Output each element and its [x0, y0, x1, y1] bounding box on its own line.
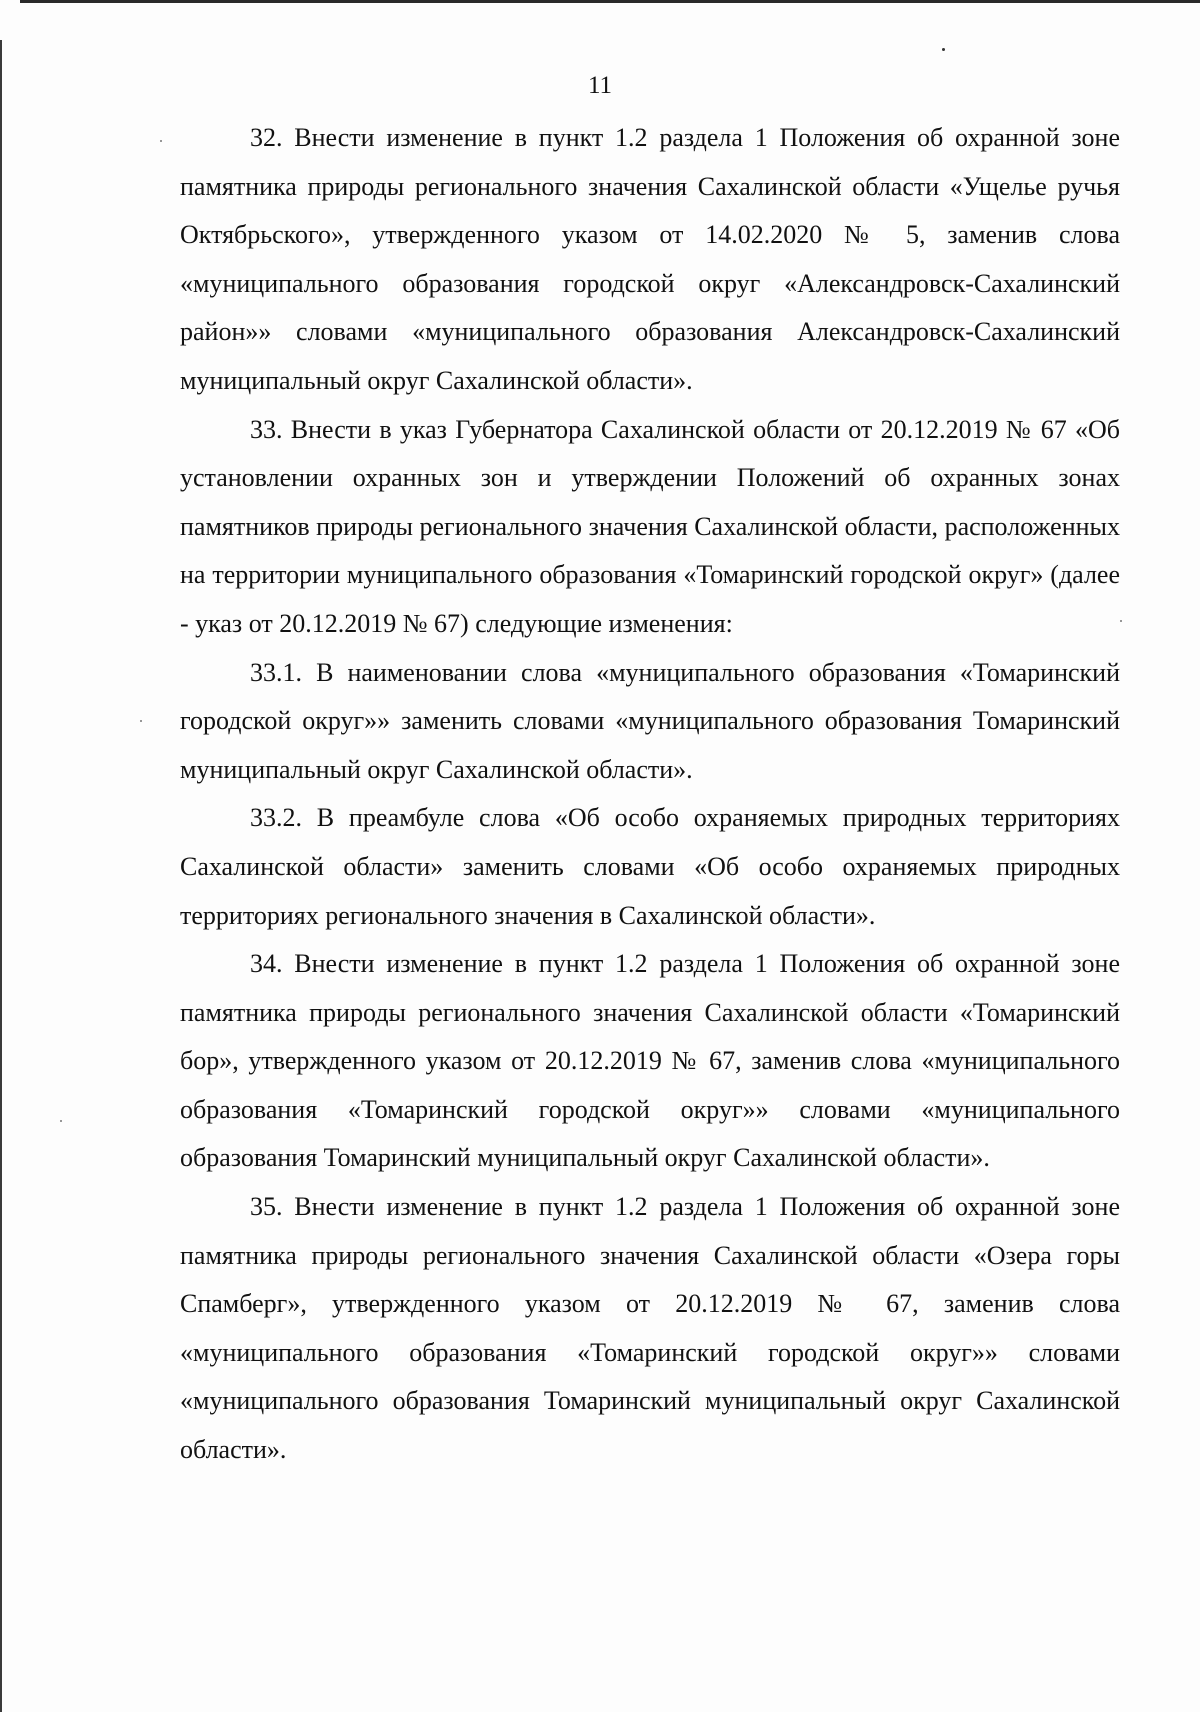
scan-speck	[160, 140, 162, 142]
scan-speck	[140, 720, 142, 722]
document-body	[180, 114, 1120, 1475]
scan-speck	[942, 48, 945, 51]
paragraph-33-1: 33.1. В наименовании слова «муниципального образования «Томаринский городской округ»» заменить словами «муниципального образования Томаринский муниципальный округ Сахалинской области».	[180, 657, 1120, 784]
paragraph-35: 35. Внести изменение в пункт 1.2 раздела 1 Положения об охранной зоне памятника природы регионального значения Сахалинской области «Озера горы Спамберг», утвержденного указом от 20.12.2019 № 67, заменив слова «муниципального образования «Томаринский городской округ»» словами «муниципального образования Томаринский муниципальный округ Сахалинской области».	[180, 1192, 1120, 1465]
paragraph-32: 32. Внести изменение в пункт 1.2 раздела 1 Положения об охранной зоне памятника природы регионального значения Сахалинской области «Ущелье ручья Октябрьского», утвержденного указом от 14.02.2020 № 5, заменив слова «муниципального образования городской округ «Александровск-Сахалинский район»» словами «муниципального образования Александровск-Сахалинский муниципальный округ Сахалинской области».	[180, 123, 1120, 395]
scan-speck	[60, 1120, 62, 1122]
scan-top-edge	[20, 0, 1200, 3]
paragraph-33-2: 33.2. В преамбуле слова «Об особо охраняемых природных территориях Сахалинской области» заменить словами «Об особо охраняемых природных территориях регионального значения в Сахалинской области».	[180, 803, 1120, 930]
scan-left-edge	[0, 40, 2, 1712]
paragraph-34: 34. Внести изменение в пункт 1.2 раздела 1 Положения об охранной зоне памятника природы регионального значения Сахалинской области «Томаринский бор», утвержденного указом от 20.12.2019 № 67, заменив слова «муниципального образования «Томаринский городской округ»» словами «муниципального образования Томаринский муниципальный округ Сахалинской области».	[180, 949, 1120, 1173]
page-number: 11	[587, 72, 613, 99]
scan-speck	[1120, 620, 1122, 622]
paragraph-33: 33. Внести в указ Губернатора Сахалинской области от 20.12.2019 № 67 «Об установлении охранных зон и утверждении Положений об охранных зонах памятников природы регионального значения Сахалинской области, расположенных на территории муниципального образования «Томаринский городской округ» (далее - указ от 20.12.2019 № 67) следующие изменения:	[180, 414, 1120, 638]
